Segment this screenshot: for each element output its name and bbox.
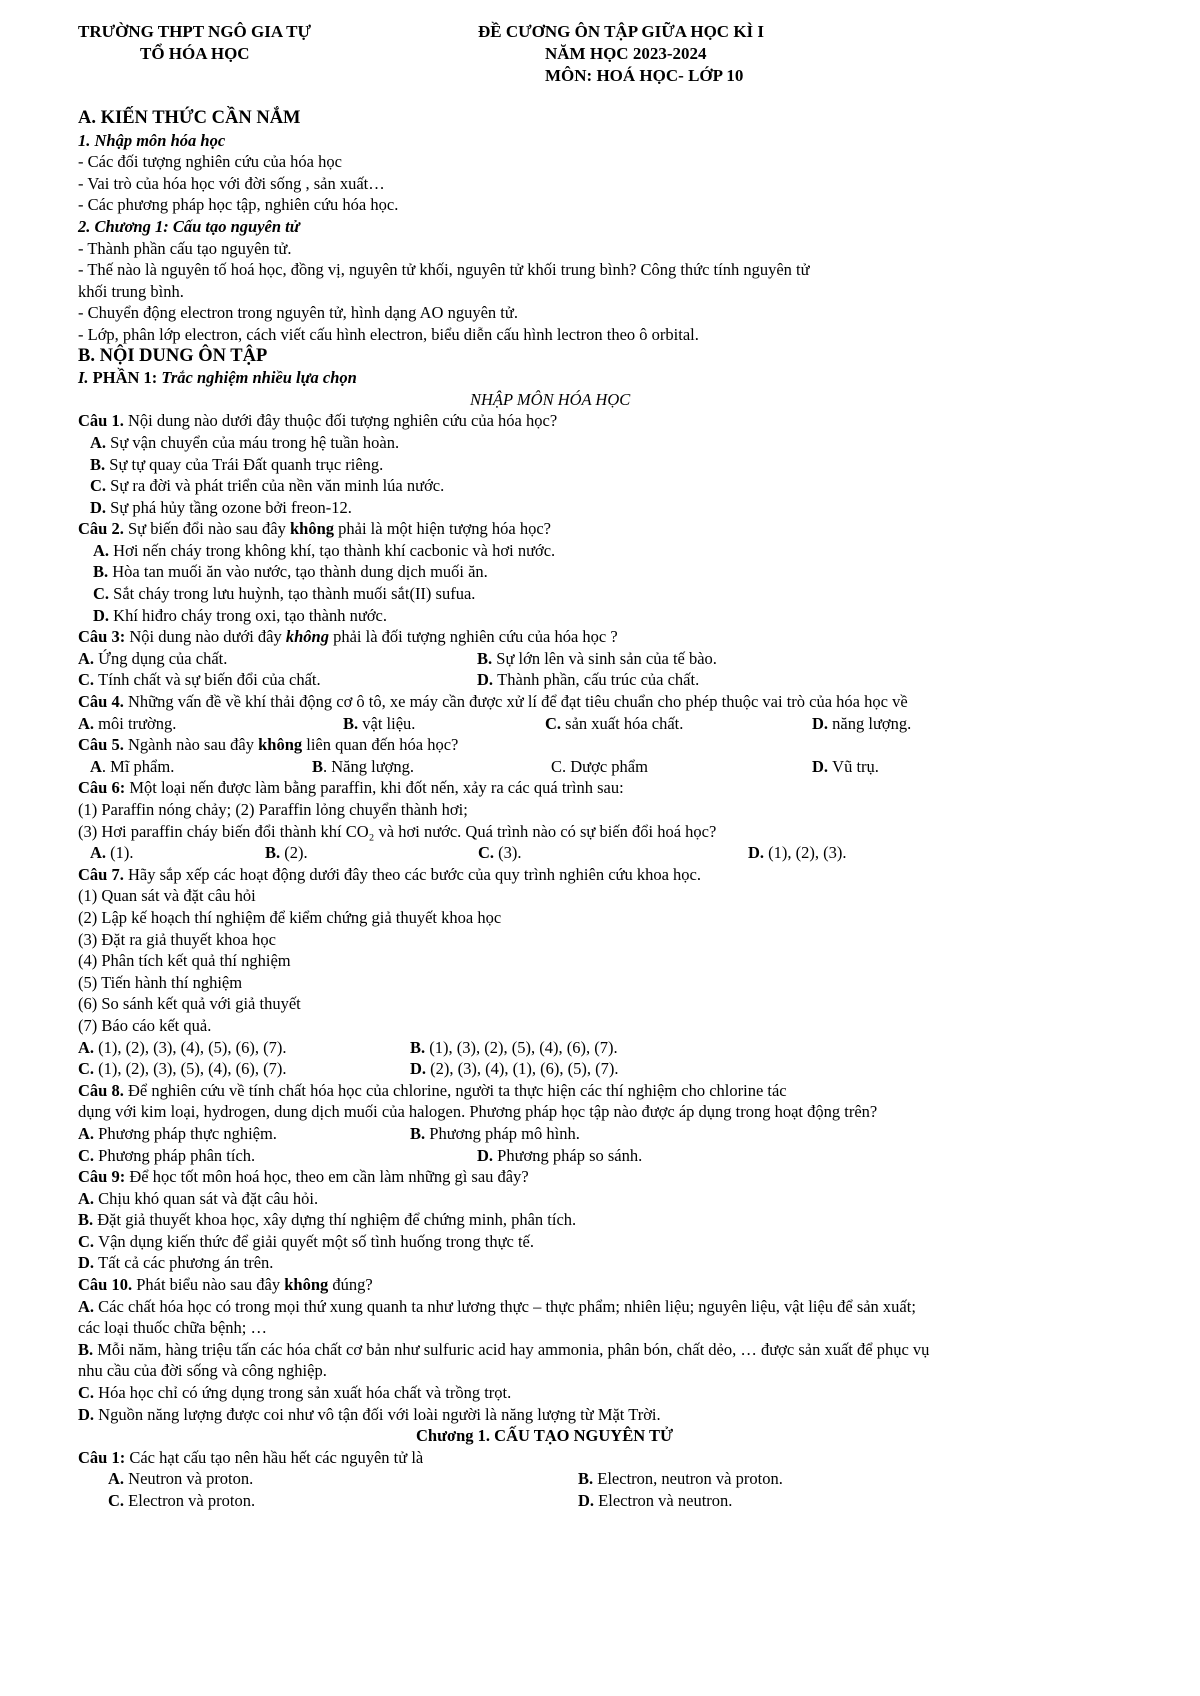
answer-option — [108, 1490, 255, 1512]
text-segment: Electron, neutron và proton. — [597, 1469, 783, 1489]
line-text — [93, 583, 475, 605]
text — [0, 1317, 1200, 1339]
text-segment: NHẬP MÔN HÓA HỌC — [470, 389, 631, 409]
text-segment: Phương pháp thực nghiệm. — [98, 1123, 277, 1143]
text-segment: Nguồn năng lượng được coi như vô tận đối với loài người là năng lượng từ Mặt Trời. — [98, 1404, 661, 1424]
text-segment: . Mĩ phẩm. — [101, 756, 175, 776]
line-text — [90, 497, 352, 519]
answer-option — [312, 756, 414, 778]
line-text — [78, 194, 398, 216]
subheading — [0, 367, 1200, 389]
text-segment: (2). — [284, 843, 308, 863]
text — [0, 324, 1200, 346]
text-segment: A. — [78, 713, 99, 733]
text-segment: Để học tốt môn hoá học, theo em cần làm những gì sau đây? — [129, 1167, 529, 1187]
line-text — [78, 777, 624, 799]
text-segment: Hòa tan muối ăn vào nước, tạo thành dung dịch muối ăn. — [112, 562, 488, 582]
options-row — [0, 1490, 1200, 1512]
text-segment: Câu 9: — [78, 1167, 130, 1187]
answer-option — [545, 713, 683, 735]
question — [0, 1447, 1200, 1469]
text-segment: (3) Đặt ra giả thuyết khoa học — [78, 929, 276, 949]
line-text — [78, 799, 468, 821]
line-text — [78, 1382, 511, 1404]
line-text — [78, 130, 225, 152]
text-segment: D. — [90, 497, 111, 517]
question — [0, 1166, 1200, 1188]
text-segment: đúng? — [328, 1275, 373, 1295]
line-text — [78, 1360, 327, 1382]
text — [0, 238, 1200, 260]
text-segment: Sắt cháy trong lưu huỳnh, tạo thành muối sắt(II) sufua. — [113, 584, 476, 604]
option — [0, 1252, 1200, 1274]
line-text — [78, 734, 458, 756]
text-segment: không — [289, 519, 335, 539]
text-segment: Mỗi năm, hàng triệu tấn các hóa chất cơ bản như sulfuric acid hay ammonia, phân bón, chất dẻo, … được sản xuất để phục vụ — [97, 1339, 930, 1359]
line-text — [78, 1404, 661, 1426]
line-text — [78, 929, 276, 951]
text-segment: B. — [90, 454, 110, 474]
text-segment: A. — [78, 1188, 99, 1208]
text-segment: C. — [93, 584, 114, 604]
text — [0, 194, 1200, 216]
text-segment: C. — [78, 1231, 99, 1251]
line-text — [78, 1339, 929, 1361]
line-text — [78, 1296, 916, 1318]
options-row — [0, 1145, 1200, 1167]
text-segment: C. — [78, 670, 99, 690]
line-text — [78, 1209, 576, 1231]
text-segment: Sự biến đổi nào sau đây — [127, 519, 290, 539]
text-segment: (2), (3), (4), (1), (6), (5), (7). — [430, 1059, 619, 1079]
option — [0, 1188, 1200, 1210]
question — [0, 518, 1200, 540]
department-name: TỔ HÓA HỌC — [140, 44, 250, 63]
options-row — [0, 1123, 1200, 1145]
text-segment: (1), (2), (3), (4), (5), (6), (7). — [98, 1037, 287, 1057]
text-segment: Tất cả các phương án trên. — [98, 1253, 274, 1273]
options-row — [0, 648, 1200, 670]
line-text — [78, 626, 618, 648]
text — [0, 907, 1200, 929]
text-segment: D. — [812, 713, 833, 733]
text-segment: Câu 8. — [78, 1080, 128, 1100]
line-text — [78, 1231, 534, 1253]
text-segment: Sự ra đời và phát triển của nền văn minh lúa nước. — [110, 476, 445, 496]
text-segment: - Thế nào là nguyên tố hoá học, đồng vị, nguyên tử khối, nguyên tử khối trung bình? Công thức tính nguyên tử — [78, 260, 810, 280]
options-row — [0, 1468, 1200, 1490]
option — [0, 432, 1200, 454]
text-segment: Electron và proton. — [128, 1491, 256, 1510]
line-text — [78, 367, 357, 389]
text-segment: B. — [410, 1123, 430, 1143]
answer-option — [78, 648, 227, 670]
text-segment: Câu 1: — [78, 1447, 130, 1467]
line-text — [78, 216, 300, 238]
answer-option — [108, 1468, 253, 1490]
line-text — [78, 238, 291, 260]
text-segment: Sự lớn lên và sinh sản của tế bào. — [496, 648, 717, 668]
line-text — [78, 259, 810, 281]
option — [0, 497, 1200, 519]
text-segment: Chịu khó quan sát và đặt câu hỏi. — [98, 1188, 319, 1208]
line-text — [78, 972, 242, 994]
line-text — [78, 173, 385, 195]
text-segment: Vũ trụ. — [832, 756, 879, 776]
text-segment: - Các đối tượng nghiên cứu của hóa học — [78, 152, 342, 172]
text-segment: A. — [90, 843, 111, 863]
document-body — [0, 108, 1200, 1512]
text-segment: Sự vận chuyển của máu trong hệ tuần hoàn. — [110, 432, 400, 452]
text-segment: D. — [812, 756, 833, 776]
line-text — [78, 108, 301, 130]
text-segment: B. NỘI DUNG ÔN TẬP — [78, 345, 268, 366]
text-segment: . Năng lượng. — [323, 756, 415, 776]
line-text — [78, 950, 291, 972]
text-segment: C. — [545, 713, 566, 733]
question — [0, 1080, 1200, 1102]
question — [0, 1274, 1200, 1296]
line-text — [90, 454, 383, 476]
text-segment: Ứng dụng của chất. — [98, 648, 228, 668]
text-segment: Hóa học chỉ có ứng dụng trong sản xuất hóa chất và trồng trọt. — [98, 1383, 512, 1403]
text-segment: Câu 6: — [78, 778, 130, 798]
question — [0, 864, 1200, 886]
text-segment: Câu 2. — [78, 519, 128, 539]
text-segment: không — [285, 627, 329, 647]
line-text — [90, 475, 444, 497]
text-segment: D. — [410, 1059, 431, 1079]
answer-option — [748, 842, 847, 864]
options-row — [0, 756, 1200, 778]
answer-option — [478, 842, 522, 864]
question — [0, 734, 1200, 756]
text-segment: không — [258, 735, 303, 755]
text-segment: A. — [78, 648, 99, 668]
text-segment: A. KIẾN THỨC CẦN NẮM — [78, 108, 301, 128]
text-segment: B. — [78, 1339, 98, 1359]
answer-option — [410, 1058, 618, 1080]
text-segment: Hơi nến cháy trong không khí, tạo thành khí cacbonic và hơi nước. — [113, 540, 556, 560]
text — [0, 993, 1200, 1015]
question — [0, 410, 1200, 432]
text-segment: C. — [78, 1145, 99, 1165]
school-year: NĂM HỌC 2023-2024 — [545, 44, 707, 63]
text-segment: (1) Quan sát và đặt câu hỏi — [78, 886, 256, 906]
line-text — [78, 302, 518, 324]
text-segment: không — [284, 1275, 329, 1295]
text — [0, 929, 1200, 951]
text-segment: Đặt giả thuyết khoa học, xây dựng thí nghiệm để chứng minh, phân tích. — [97, 1210, 577, 1230]
options-row — [0, 669, 1200, 691]
option — [0, 1339, 1200, 1361]
text-segment: Câu 10. — [78, 1275, 137, 1295]
text-segment: - Các phương pháp học tập, nghiên cứu hóa học. — [78, 195, 399, 215]
text-segment: D. — [78, 1404, 99, 1424]
question — [0, 777, 1200, 799]
options-row — [0, 1058, 1200, 1080]
option — [0, 1296, 1200, 1318]
text — [0, 1015, 1200, 1037]
option — [0, 540, 1200, 562]
heading — [0, 108, 1200, 130]
text — [0, 885, 1200, 907]
text-segment: (7) Báo cáo kết quả. — [78, 1015, 212, 1035]
school-name: TRƯỜNG THPT NGÔ GIA TỰ — [78, 22, 312, 41]
text-segment: Hãy sắp xếp các hoạt động dưới đây theo các bước của quy trình nghiên cứu khoa học. — [127, 864, 701, 884]
line-text — [78, 1317, 267, 1339]
answer-option — [265, 842, 308, 864]
section-title — [0, 1425, 1200, 1447]
heading — [0, 346, 1200, 368]
text — [0, 1360, 1200, 1382]
text-segment: Vận dụng kiến thức để giải quyết một số tình huống trong thực tế. — [98, 1231, 534, 1251]
line-text — [78, 518, 551, 540]
text-segment: B. — [477, 648, 497, 668]
answer-option — [410, 1123, 580, 1145]
text-segment: (3) Hơi paraffin cháy biến đổi thành khí CO₂ và hơi nước. Quá trình nào có sự biến đổi hoá học? — [78, 821, 717, 841]
answer-option — [343, 713, 415, 735]
text-segment: (2) Lập kế hoạch thí nghiệm để kiểm chứng giả thuyết khoa học — [78, 907, 502, 927]
text-segment: B. — [265, 843, 285, 863]
section-title — [0, 389, 1200, 411]
text-segment: A — [90, 756, 102, 776]
text-segment: D. — [578, 1491, 599, 1510]
text-segment: B. — [78, 1210, 98, 1230]
line-text — [78, 993, 301, 1015]
text-segment: I. — [78, 368, 93, 388]
text-segment: C. — [108, 1491, 129, 1510]
text — [0, 173, 1200, 195]
option — [0, 561, 1200, 583]
line-text — [78, 1080, 787, 1102]
text-segment: môi trường. — [98, 713, 177, 733]
line-text — [78, 151, 342, 173]
text-segment: Thành phần, cấu trúc của chất. — [497, 670, 700, 690]
text-segment: khối trung bình. — [78, 281, 184, 301]
answer-option — [78, 669, 321, 691]
text-segment: (4) Phân tích kết quả thí nghiệm — [78, 951, 291, 971]
text-segment: D. — [477, 670, 498, 690]
option — [0, 454, 1200, 476]
text-segment: Sự tự quay của Trái Đất quanh trục riêng. — [109, 454, 384, 474]
answer-option — [477, 1145, 642, 1167]
line-text — [78, 885, 256, 907]
text-segment: B. — [93, 562, 113, 582]
answer-option — [477, 648, 717, 670]
text-segment: Những vấn đề về khí thải động cơ ô tô, xe máy cần được xử lí để đạt tiêu chuẩn cho phép thuộc vai trò của hóa học về — [127, 692, 908, 712]
text-segment: nhu cầu của đời sống và công nghiệp. — [78, 1361, 327, 1381]
line-text — [416, 1425, 673, 1447]
text-segment: D. — [78, 1253, 99, 1273]
text — [0, 281, 1200, 303]
document-title: ĐỀ CƯƠNG ÔN TẬP GIỮA HỌC KÌ I — [478, 22, 765, 41]
line-text — [78, 324, 699, 346]
text-segment: phải là một hiện tượng hóa học? — [334, 519, 552, 539]
line-text — [90, 432, 399, 454]
text-segment: Một loại nến được làm bằng paraffin, khi đốt nến, xảy ra các quá trình sau: — [129, 778, 624, 798]
line-text — [78, 410, 557, 432]
line-text — [78, 691, 908, 713]
text-segment: C. Dược phẩm — [551, 756, 648, 776]
answer-option — [78, 1037, 286, 1059]
text-segment: các loại thuốc chữa bệnh; … — [78, 1318, 267, 1338]
text-segment: A. — [78, 1296, 99, 1316]
text-segment: Ngành nào sau đây — [127, 735, 259, 755]
subject-line: MÔN: HOÁ HỌC- LỚP 10 — [545, 66, 744, 85]
text-segment: A. — [93, 540, 114, 560]
text-segment: B. — [578, 1469, 598, 1489]
text-segment: Để nghiên cứu về tính chất hóa học của chlorine, người ta thực hiện các thí nghiệm cho chlorine tác — [127, 1080, 787, 1100]
text-segment: B. — [410, 1037, 430, 1057]
text — [0, 302, 1200, 324]
text-segment: Nội dung nào dưới đây — [129, 627, 286, 647]
line-text — [93, 561, 488, 583]
answer-option — [78, 1123, 277, 1145]
text-segment: Trắc nghiệm nhiều lựa chọn — [161, 368, 357, 388]
text-segment: dụng với kim loại, hydrogen, dung dịch muối của halogen. Phương pháp học tập nào được áp dụng trong hoạt động trên? — [78, 1102, 878, 1122]
text-segment: C. — [78, 1383, 99, 1403]
text-segment: Các chất hóa học có trong mọi thứ xung quanh ta như lương thực – thực phẩm; nhiên liệu; nguyên liệu, vật liệu để sản xuất; — [98, 1296, 916, 1316]
line-text — [93, 540, 555, 562]
text-segment: (6) So sánh kết quả với giả thuyết — [78, 994, 301, 1014]
text-segment: Các hạt cấu tạo nên hầu hết các nguyên tử là — [129, 1447, 424, 1467]
text-segment: 2. Chương 1: Cấu tạo nguyên tử — [78, 216, 300, 236]
option — [0, 605, 1200, 627]
line-text — [78, 821, 716, 843]
text — [0, 821, 1200, 843]
text-segment: - Vai trò của hóa học với đời sống , sản xuất… — [78, 173, 385, 193]
text-segment: Tính chất và sự biến đổi của chất. — [98, 670, 321, 690]
answer-option — [551, 756, 648, 778]
option — [0, 1404, 1200, 1426]
answer-option — [78, 713, 176, 735]
option — [0, 1231, 1200, 1253]
option — [0, 475, 1200, 497]
text-segment: - Chuyển động electron trong nguyên tử, hình dạng AO nguyên tử. — [78, 303, 518, 323]
text-segment: phải là đối tượng nghiên cứu của hóa học ? — [328, 627, 618, 647]
text-segment: (3). — [498, 843, 522, 863]
text-segment: Câu 4. — [78, 692, 128, 712]
answer-option — [90, 842, 134, 864]
line-text — [470, 389, 630, 411]
text-segment: năng lượng. — [832, 713, 912, 733]
line-text — [78, 346, 267, 368]
text-segment: Chương 1. CẤU TẠO NGUYÊN TỬ — [416, 1426, 674, 1446]
text-segment: Câu 3: — [78, 627, 130, 647]
text-segment: B. — [343, 713, 363, 733]
text — [0, 972, 1200, 994]
text-segment: - Lớp, phân lớp electron, cách viết cấu hình electron, biểu diễn cấu hình lectron theo ô orbital. — [78, 324, 699, 344]
text-segment: B — [312, 756, 324, 776]
text-segment: (1) Paraffin nóng chảy; (2) Paraffin lỏng chuyển thành hơi; — [78, 800, 468, 819]
text-segment: vật liệu. — [362, 713, 416, 733]
line-text — [78, 907, 501, 929]
answer-option — [78, 1058, 286, 1080]
text — [0, 151, 1200, 173]
text-segment: (5) Tiến hành thí nghiệm — [78, 972, 243, 992]
text-segment: C. — [478, 843, 499, 863]
text-segment: D. — [93, 605, 114, 625]
text-segment: A. — [78, 1037, 99, 1057]
text-segment: liên quan đến hóa học? — [302, 735, 459, 755]
line-text — [78, 1252, 273, 1274]
text-segment: Câu 7. — [78, 864, 128, 884]
text-segment: - Thành phần cấu tạo nguyên tử. — [78, 238, 292, 258]
options-row — [0, 842, 1200, 864]
text-segment: Phương pháp phân tích. — [98, 1145, 256, 1165]
text-segment: D. — [748, 843, 769, 863]
answer-option — [90, 756, 174, 778]
text-segment: (1). — [110, 843, 134, 863]
answer-option — [477, 669, 699, 691]
text-segment: sản xuất hóa chất. — [565, 713, 684, 733]
answer-option — [410, 1037, 618, 1059]
text — [0, 259, 1200, 281]
line-text — [93, 605, 387, 627]
text-segment: (1), (3), (2), (5), (4), (6), (7). — [429, 1037, 618, 1057]
text-segment: Nội dung nào dưới đây thuộc đối tượng nghiên cứu của hóa học? — [127, 411, 558, 431]
text-segment: A. — [90, 432, 111, 452]
text-segment: Phương pháp so sánh. — [497, 1145, 643, 1165]
answer-option — [812, 756, 879, 778]
text-segment: C. — [90, 476, 111, 496]
line-text — [78, 1188, 318, 1210]
answer-option — [812, 713, 911, 735]
text-segment: Neutron và proton. — [128, 1469, 254, 1489]
text — [0, 1101, 1200, 1123]
answer-option — [578, 1468, 783, 1490]
text-segment: (1), (2), (3), (5), (4), (6), (7). — [98, 1059, 287, 1079]
answer-option — [578, 1490, 732, 1512]
options-row — [0, 1037, 1200, 1059]
line-text — [78, 864, 701, 886]
option — [0, 583, 1200, 605]
subheading — [0, 130, 1200, 152]
line-text — [78, 1101, 877, 1123]
text — [0, 950, 1200, 972]
options-row — [0, 713, 1200, 735]
line-text — [78, 1274, 373, 1296]
question — [0, 626, 1200, 648]
question — [0, 691, 1200, 713]
text-segment: Khí hiđro cháy trong oxi, tạo thành nước. — [113, 605, 387, 625]
line-text — [78, 1166, 529, 1188]
text-segment: Câu 5. — [78, 735, 128, 755]
option — [0, 1209, 1200, 1231]
text-segment: Câu 1. — [78, 411, 128, 431]
text-segment: A. — [78, 1123, 99, 1143]
text-segment: D. — [477, 1145, 498, 1165]
line-text — [78, 281, 184, 303]
subheading — [0, 216, 1200, 238]
text-segment: Sự phá hủy tầng ozone bởi freon-12. — [110, 497, 352, 517]
text-segment: Phát biểu nào sau đây — [136, 1275, 285, 1295]
text-segment: Phương pháp mô hình. — [429, 1123, 580, 1143]
text-segment: 1. Nhập môn hóa học — [78, 130, 226, 150]
line-text — [78, 1015, 211, 1037]
text-segment: C. — [78, 1059, 99, 1079]
text-segment: A. — [108, 1469, 129, 1489]
text-segment: PHẦN 1: — [92, 368, 162, 388]
text-segment: (1), (2), (3). — [768, 843, 847, 863]
option — [0, 1382, 1200, 1404]
text — [0, 799, 1200, 821]
answer-option — [78, 1145, 255, 1167]
line-text — [78, 1447, 423, 1469]
text-segment: Electron và neutron. — [598, 1491, 733, 1510]
